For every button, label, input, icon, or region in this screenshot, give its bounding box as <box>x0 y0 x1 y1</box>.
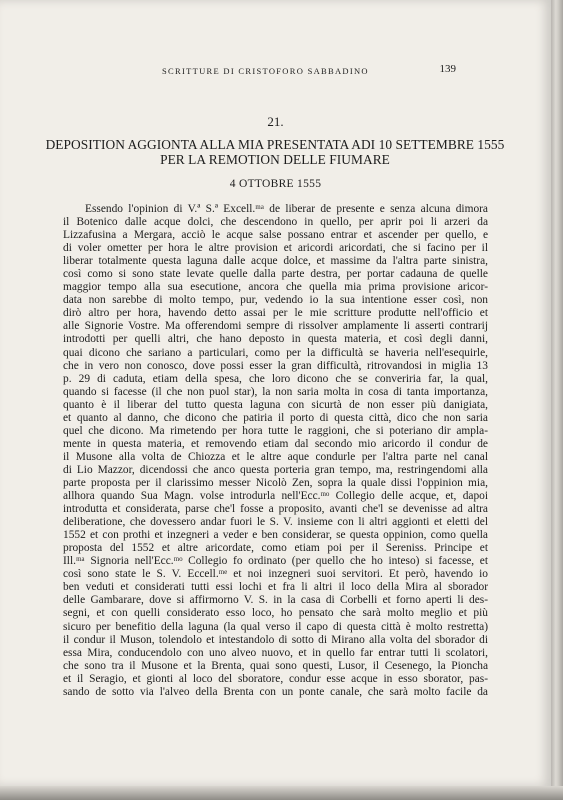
body-line: data non sarebbe di molto tempo, pur, vedendo io la sua intentione esser così, non <box>63 294 488 307</box>
body-line: che in vero non conosco, dove possi esser la gran difficultà, ritrovandosi in miglia 13 <box>63 359 488 372</box>
body-line: Ill.ᵐᵃ Signoria nell'Ecc.ᵐᵒ Collegio fo ordinato (per quello che ho inteso) si facesse, et <box>63 555 488 568</box>
body-line: ben veduti et considerati tutti essi lochi et fra li altri il loco della Mira al sborador <box>63 581 488 594</box>
body-line: parte proposta per il clarissimo messer Nicolò Zen, sopra la quale dissi l'oppinion mia, <box>63 476 488 489</box>
body-line: Lizzafusina a Mergara, acciò le acque salse possano entrar et ascender per quello, e <box>63 229 488 242</box>
body-line: maggior tempo alla sua esecutione, ancora che quella mia prima provisione aricor- <box>63 281 488 294</box>
body-line: dirò altro per hora, havendo detto assai per le mie scritture produtte nell'officio et <box>63 307 488 320</box>
body-line: allhora quando Sua Magn. volse introdurla nell'Ecc.ᵐᵒ Collegio delle acque, et, dapoi <box>63 490 488 503</box>
body-line: delle Gambarare, dove si affirmorno V. S. in la casa di Corbelli et forno aperti li des- <box>63 594 488 607</box>
body-line: quanto è il liberar del tutto questa laguna con sicurtà de non esser più danigiata, <box>63 398 488 411</box>
body-line: Essendo l'opinion di V.ª S.ª Excell.ᵐᵃ de liberar de presente e senza alcuna dimora <box>85 203 488 215</box>
body-line: quel che dicono. Ma rimetendo per hora tutte le raggioni, che si poteriano dir ampla- <box>63 424 488 437</box>
section-title-line-2: PER LA REMOTION DELLE FIUMARE <box>160 152 390 167</box>
body-line: di Lio Mazzor, dicendossi che anco questa porteria gran tempo, ma, restringendomi alla <box>63 463 488 476</box>
body-line: così como si sono state levate quelle dalla parte destra, per portar cadauna de quelle <box>63 268 488 281</box>
body-line: sando de sotto via l'alveo della Brenta con un ponte canale, che sarà molto facile da <box>63 685 488 698</box>
body-line: il Botenico dalle acque dolci, che descendono in quello, per aprir poi li arzeri da <box>63 216 488 229</box>
body-line: deliberatione, che dovessero andar fuori le S. V. insieme con li altri aggionti et eletti del <box>63 516 488 529</box>
body-line: et quanto al danno, che dicono che patiria il porto di questa città, dico che non saria <box>63 411 488 424</box>
body-line: di voler ometter per hora le altre provision et aricordi aricordati, che si facino per il <box>63 242 488 255</box>
body-line: che sono tra il Musone et la Brenta, quai sono questi, Lusor, il Cesenego, la Pioncha <box>63 659 488 672</box>
body-line: 1552 et con prothi et inzegneri a veder e ben considerar, se questa oppinion, como quella <box>63 529 488 542</box>
body-line: quando si facesse (il che non puol star), la non saria molta in cosa di tanta importanza, <box>63 385 488 398</box>
section-title <box>40 137 510 167</box>
running-head: SCRITTURE DI CRISTOFORO SABBADINO <box>162 66 369 76</box>
body-line: così sono state le S. V. Eccell.ᵐᵉ et noi inzegneri suoi servitori. Et però, havendo io <box>63 568 488 581</box>
section-title-line-1: DEPOSITION AGGIONTA ALLA MIA PRESENTATA ADI 10 SETTEMBRE 1555 <box>45 137 505 152</box>
section-date: 4 OTTOBRE 1555 <box>229 178 322 190</box>
body-line: introdutta et considerata, parse che'l fosse a proposito, avanti che'l se devenisse ad altra <box>63 503 488 516</box>
body-line: et il Seragio, et gionti al loco del sboratore, condur esse acque in esso sborator, pas- <box>63 672 488 685</box>
body-line: introdotti per quelli altri, che hano deposto in questa materia, et così degli danni, <box>63 333 488 346</box>
body-text <box>63 203 488 699</box>
page-number: 139 <box>439 63 456 75</box>
body-line: il condur il Muson, tolendolo et intestandolo di sotto di Mirano alla volta del sborador di <box>63 633 488 646</box>
body-line: il Musone alla volta de Chiozza et le altre aque condurle per l'altra parte nel canal <box>63 450 488 463</box>
body-line: liberar totalmente questa laguna dalle acque dolce, et massime da l'altra parte sinistra, <box>63 255 488 268</box>
body-line: proposta del 1552 et altre aricordate, como etiam poi per il Sereniss. Principe et <box>63 542 488 555</box>
section-number: 21. <box>267 114 284 129</box>
body-line: sicuro per benefitio della laguna (la qual verso il capo di questa città è molto restretta) <box>63 620 488 633</box>
body-line: mente in questa materia, et removendo etiam dal secondo mio aricordo il condur de <box>63 437 488 450</box>
body-line: segni, et con quelli considerato esso loco, ho pensato che sarà molto meglio et più <box>63 607 488 620</box>
body-line: essa Mira, conducendolo con uno alveo nuovo, et in quello far entrar tutti li scolatori, <box>63 646 488 659</box>
page-bottom-edge <box>0 786 563 800</box>
body-line: quai dicono che sariano a particulari, como per la difficultà se haveria nell'esequirle, <box>63 346 488 359</box>
book-gutter <box>551 0 563 800</box>
body-line: alle Signorie Vostre. Ma offerendomi sempre di rissolver amplamente li asserti contrarij <box>63 320 488 333</box>
body-line: p. 29 di caduta, etiam della spesa, che loro dicono che se converiria far, la qual, <box>63 372 488 385</box>
